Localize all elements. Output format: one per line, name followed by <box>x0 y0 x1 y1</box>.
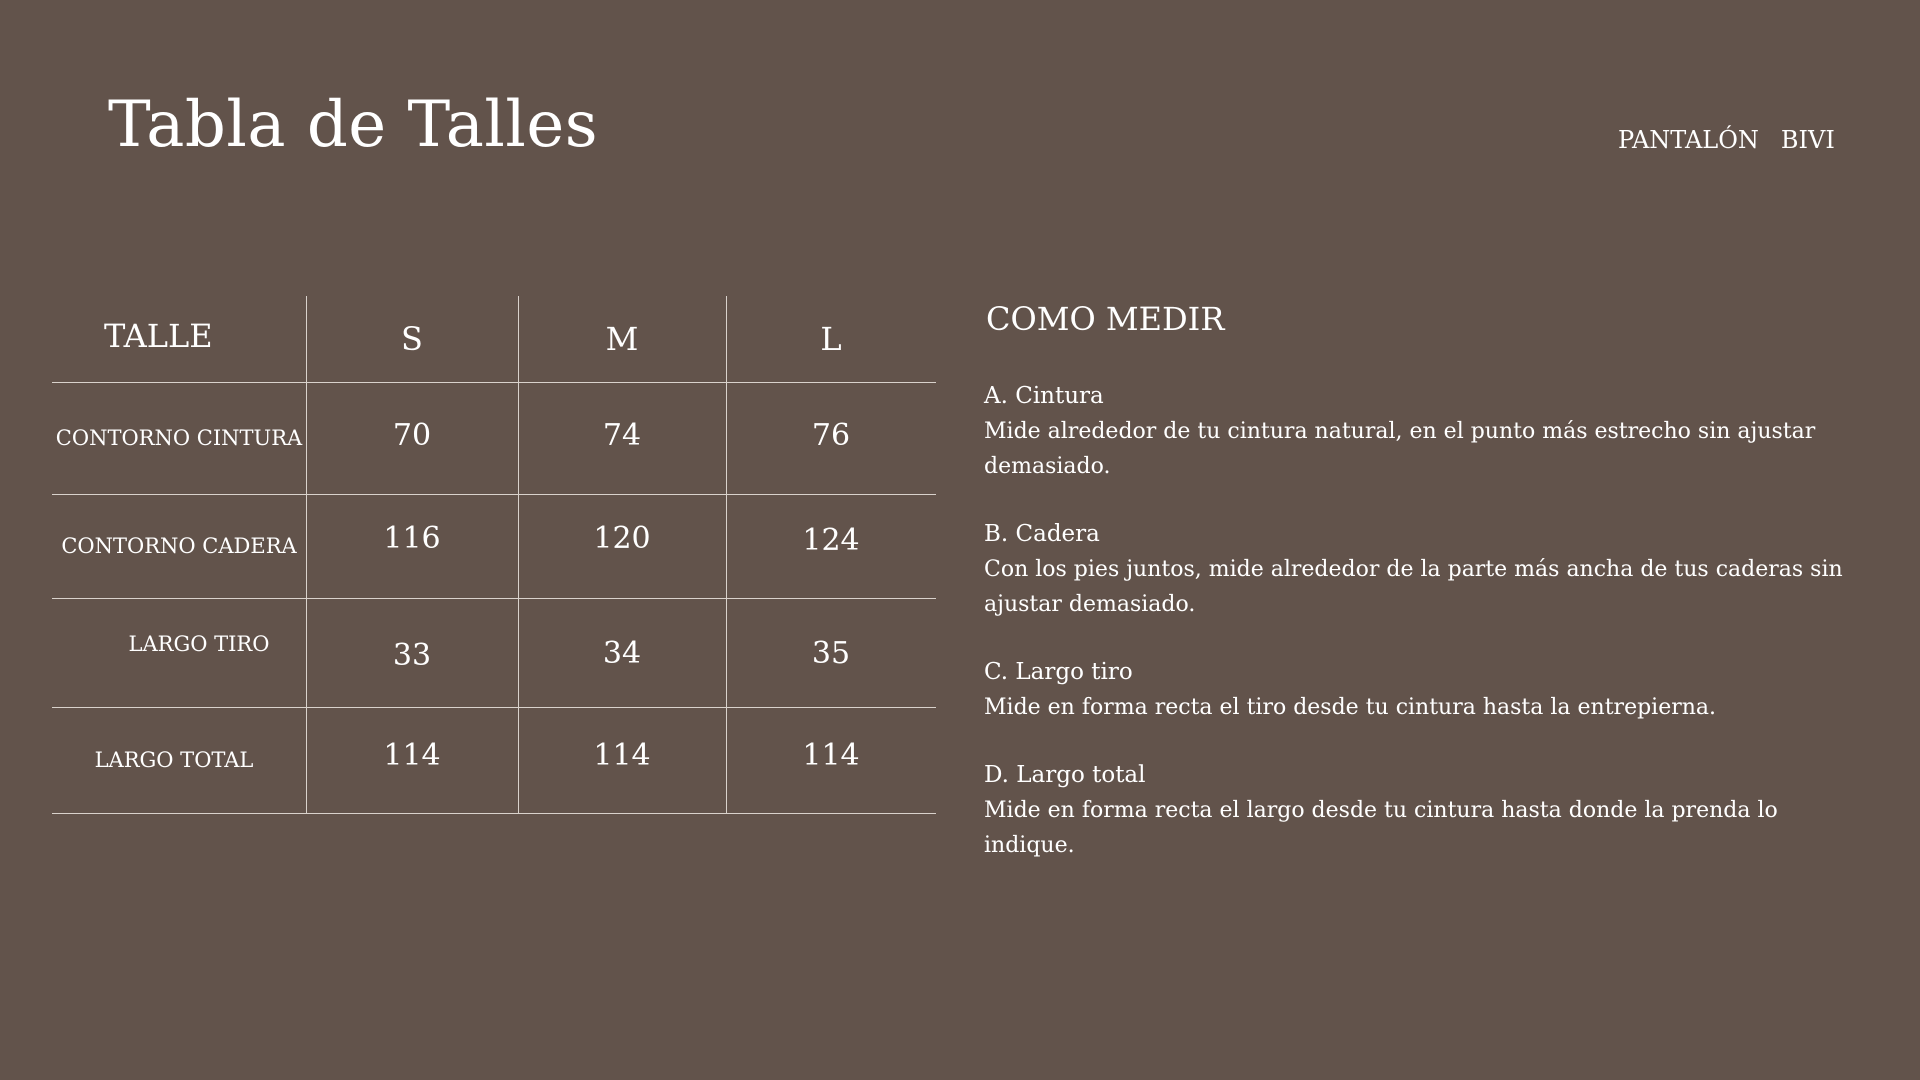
measure-step-cadera <box>984 516 1864 622</box>
table-cell: 35 <box>811 635 851 671</box>
product-type: PANTALÓN <box>1618 126 1759 154</box>
table-cell: 120 <box>593 520 651 556</box>
table-cell: 116 <box>383 520 441 556</box>
how-to-measure-section <box>984 300 1864 895</box>
row-label-contorno-cadera: CONTORNO CADERA <box>61 534 297 558</box>
table-header-size-m: M <box>605 320 639 358</box>
measure-step-cintura <box>984 378 1864 484</box>
table-cell: 70 <box>392 417 432 453</box>
table-cell: 74 <box>602 417 642 453</box>
table-cell: 114 <box>383 737 441 773</box>
measure-step-largo-tiro <box>984 654 1864 725</box>
table-header-talle: TALLE <box>104 317 213 355</box>
measure-step-title: C. Largo tiro <box>984 659 1133 685</box>
table-header-size-l: L <box>820 320 842 358</box>
product-label <box>1618 126 1835 154</box>
table-cell: 124 <box>802 522 860 558</box>
table-cell: 34 <box>602 635 642 671</box>
row-label-contorno-cintura: CONTORNO CINTURA <box>55 426 303 450</box>
measure-step-title: A. Cintura <box>984 383 1104 409</box>
table-cell: 76 <box>811 417 851 453</box>
measure-step-text: Con los pies juntos, mide alrededor de la parte más ancha de tus caderas sin ajustar demasiado. <box>984 557 1843 617</box>
measure-step-text: Mide en forma recta el tiro desde tu cintura hasta la entrepierna. <box>984 695 1717 720</box>
table-cell: 33 <box>392 637 432 673</box>
product-name: BIVI <box>1780 126 1835 154</box>
size-table <box>52 296 936 814</box>
page-title: Tabla de Talles <box>108 88 599 162</box>
measure-step-title: B. Cadera <box>984 521 1100 547</box>
table-cell: 114 <box>802 737 860 773</box>
row-label-largo-tiro: LARGO TIRO <box>128 632 270 656</box>
how-to-measure-title: COMO MEDIR <box>986 300 1225 338</box>
table-divider <box>52 813 936 814</box>
measure-step-text: Mide alrededor de tu cintura natural, en el punto más estrecho sin ajustar demasiado. <box>984 419 1816 479</box>
measure-step-largo-total <box>984 757 1864 863</box>
table-header-size-s: S <box>401 320 423 358</box>
measure-step-title: D. Largo total <box>984 762 1146 788</box>
measure-step-text: Mide en forma recta el largo desde tu cintura hasta donde la prenda lo indique. <box>984 798 1778 858</box>
table-cell: 114 <box>593 737 651 773</box>
row-label-largo-total: LARGO TOTAL <box>94 748 254 772</box>
